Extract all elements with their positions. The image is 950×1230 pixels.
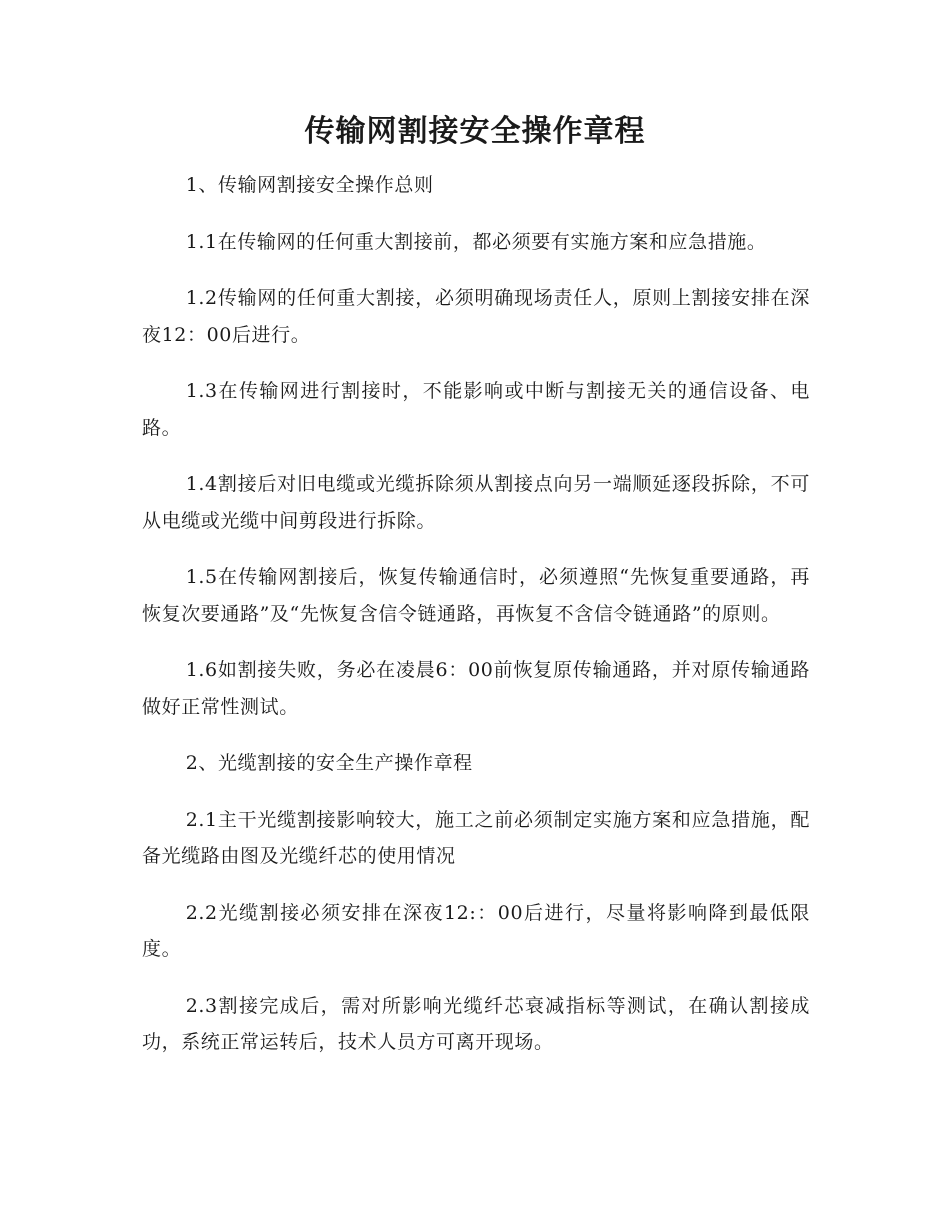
- paragraph: 1.2传输网的任何重大割接，必须明确现场责任人，原则上割接安排在深夜12：00后进行。: [142, 287, 810, 346]
- section-heading: 1、传输网割接安全操作总则: [185, 174, 434, 196]
- paragraph: 2.3割接完成后，需对所影响光缆纤芯衰减指标等测试，在确认割接成功，系统正常运转后，技术人员方可离开现场。: [142, 994, 810, 1053]
- paragraph: 1.6如割接失败，务必在凌晨6：00前恢复原传输通路，并对原传输通路做好正常性测试。: [142, 659, 810, 718]
- section-heading: 2、光缆割接的安全生产操作章程: [185, 752, 473, 774]
- paragraph: 2.1主干光缆割接影响较大，施工之前必须制定实施方案和应急措施，配备光缆路由图及光缆纤芯的使用情况: [142, 808, 810, 867]
- paragraph: 2.2光缆割接必须安排在深夜12:：00后进行，尽量将影响降到最低限度。: [142, 901, 810, 960]
- paragraph: 1.1在传输网的任何重大割接前，都必须要有实施方案和应急措施。: [185, 230, 767, 253]
- document-body: [142, 167, 810, 1081]
- paragraph: 1.4割接后对旧电缆或光缆拆除须从割接点向另一端顺延逐段拆除，不可从电缆或光缆中间剪段进行拆除。: [142, 473, 810, 532]
- paragraph: 1.5在传输网割接后，恢复传输通信时，必须遵照“先恢复重要通路，再恢复次要通路”及“先恢复含信令链通路，再恢复不含信令链通路”的原则。: [142, 566, 810, 625]
- paragraph: 1.3在传输网进行割接时，不能影响或中断与割接无关的通信设备、电路。: [142, 380, 810, 439]
- document-title: 传输网割接安全操作章程: [304, 114, 646, 149]
